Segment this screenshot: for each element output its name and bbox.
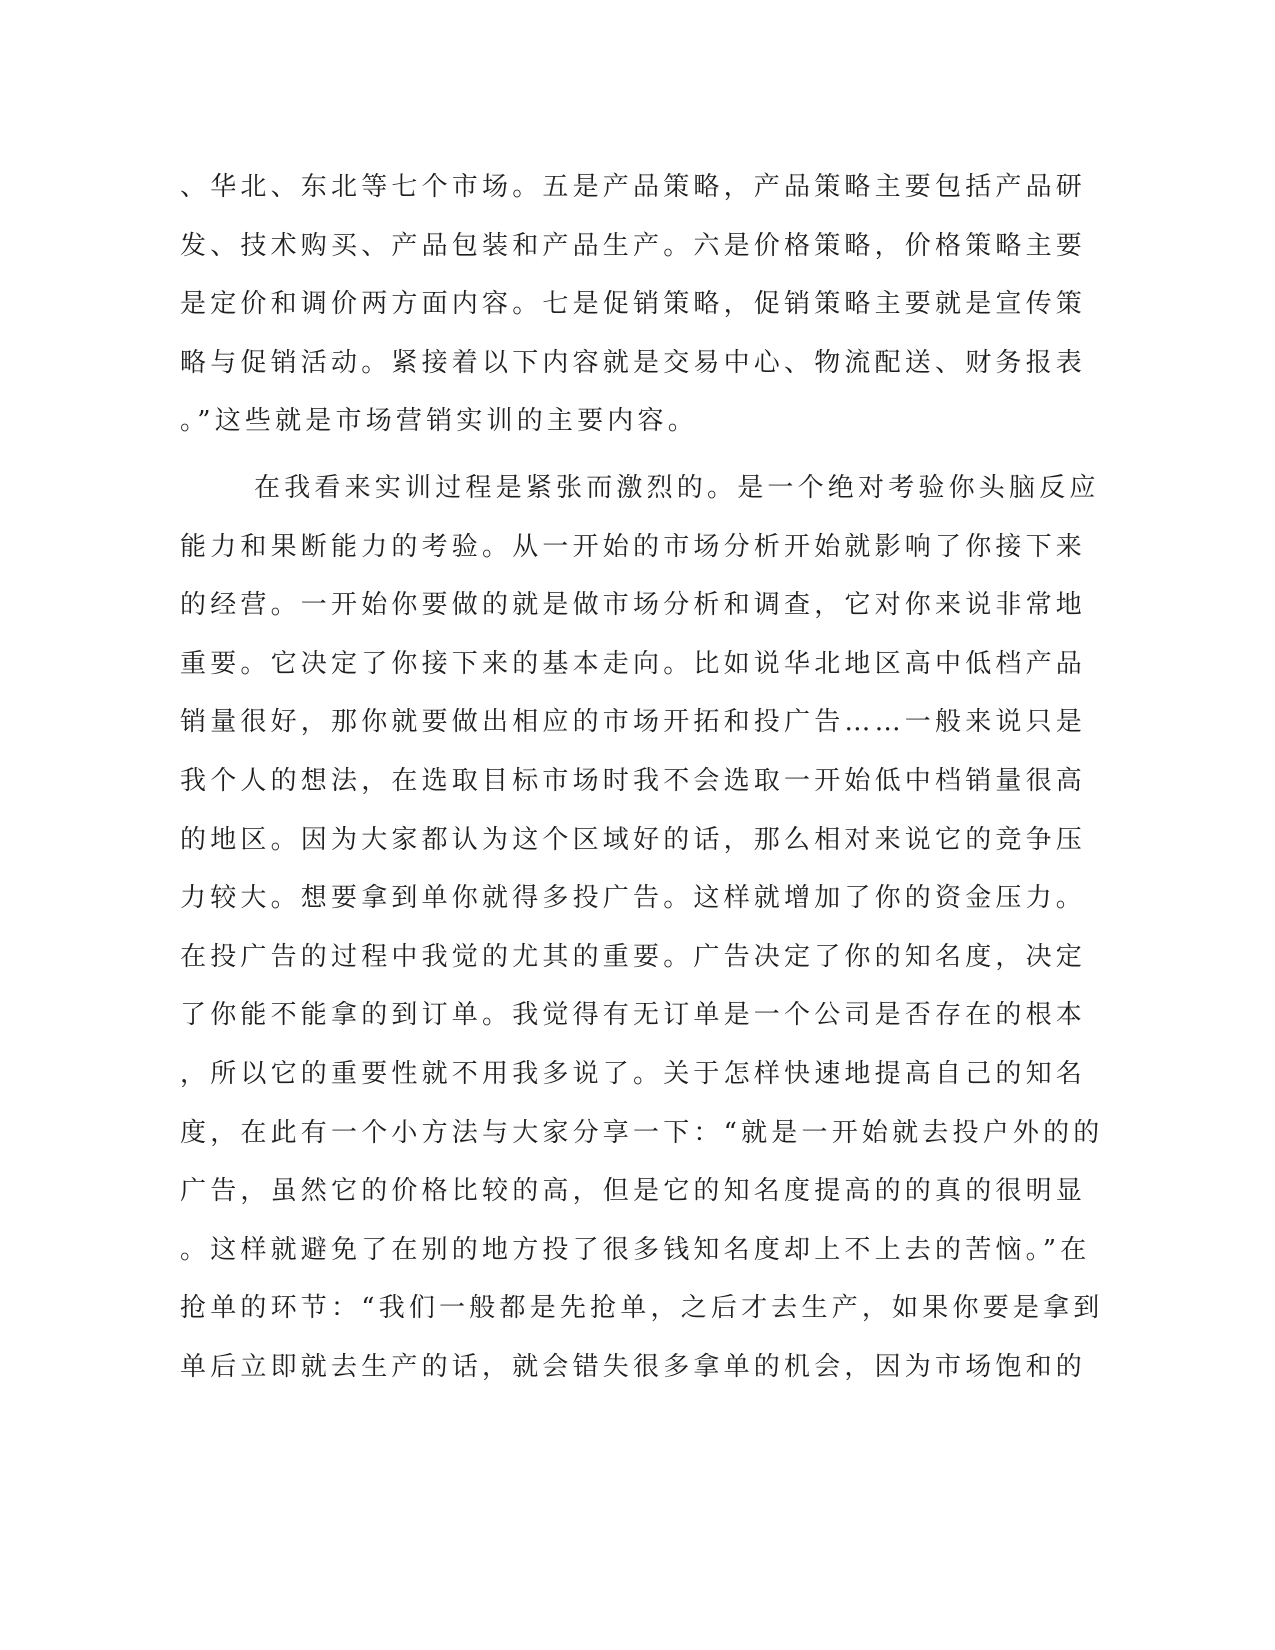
text-line: 是定价和调价两方面内容。七是促销策略，促销策略主要就是宣传策 bbox=[180, 289, 1087, 320]
text-line: 的经营。一开始你要做的就是做市场分析和调查，它对你来说非常地 bbox=[180, 590, 1087, 621]
text-line: 。”这些就是市场营销实训的主要内容。 bbox=[180, 406, 698, 437]
paragraph-first-line: 在我看来实训过程是紧张而激烈的。是一个绝对考验你头脑反应 bbox=[254, 472, 1100, 503]
text-line: ，所以它的重要性就不用我多说了。关于怎样快速地提高自己的知名 bbox=[180, 1058, 1087, 1089]
text-line: 抢单的环节：“我们一般都是先抢单，之后才去生产，如果你要是拿到 bbox=[180, 1293, 1104, 1324]
text-line: 度，在此有一个小方法与大家分享一下：“就是一开始就去投户外的的 bbox=[180, 1117, 1104, 1148]
text-line: 。这样就避免了在别的地方投了很多钱知名度却上不上去的苦恼。”在 bbox=[180, 1234, 1091, 1265]
text-line: 单后立即就去生产的话，就会错失很多拿单的机会，因为市场饱和的 bbox=[180, 1351, 1087, 1382]
text-line: 广告，虽然它的价格比较的高，但是它的知名度提高的的真的很明显 bbox=[180, 1176, 1087, 1207]
text-line: 销量很好，那你就要做出相应的市场开拓和投广告……一般来说只是 bbox=[180, 707, 1087, 738]
text-line: 重要。它决定了你接下来的基本走向。比如说华北地区高中低档产品 bbox=[180, 648, 1087, 679]
text-line: 力较大。想要拿到单你就得多投广告。这样就增加了你的资金压力。 bbox=[180, 883, 1087, 914]
body-text bbox=[180, 158, 1104, 1396]
text-line: 发、技术购买、产品包装和产品生产。六是价格策略，价格策略主要 bbox=[180, 230, 1087, 261]
text-line: 我个人的想法，在选取目标市场时我不会选取一开始低中档销量很高 bbox=[180, 765, 1087, 796]
text-line: 略与促销活动。紧接着以下内容就是交易中心、物流配送、财务报表 bbox=[180, 347, 1087, 378]
text-line: 在投广告的过程中我觉的尤其的重要。广告决定了你的知名度，决定 bbox=[180, 941, 1087, 972]
text-line: 能力和果断能力的考验。从一开始的市场分析开始就影响了你接下来 bbox=[180, 531, 1087, 562]
text-line: 、华北、东北等七个市场。五是产品策略，产品策略主要包括产品研 bbox=[180, 172, 1087, 202]
text-line: 了你能不能拿的到订单。我觉得有无订单是一个公司是否存在的根本 bbox=[180, 1000, 1087, 1031]
text-line: 的地区。因为大家都认为这个区域好的话，那么相对来说它的竞争压 bbox=[180, 824, 1087, 855]
